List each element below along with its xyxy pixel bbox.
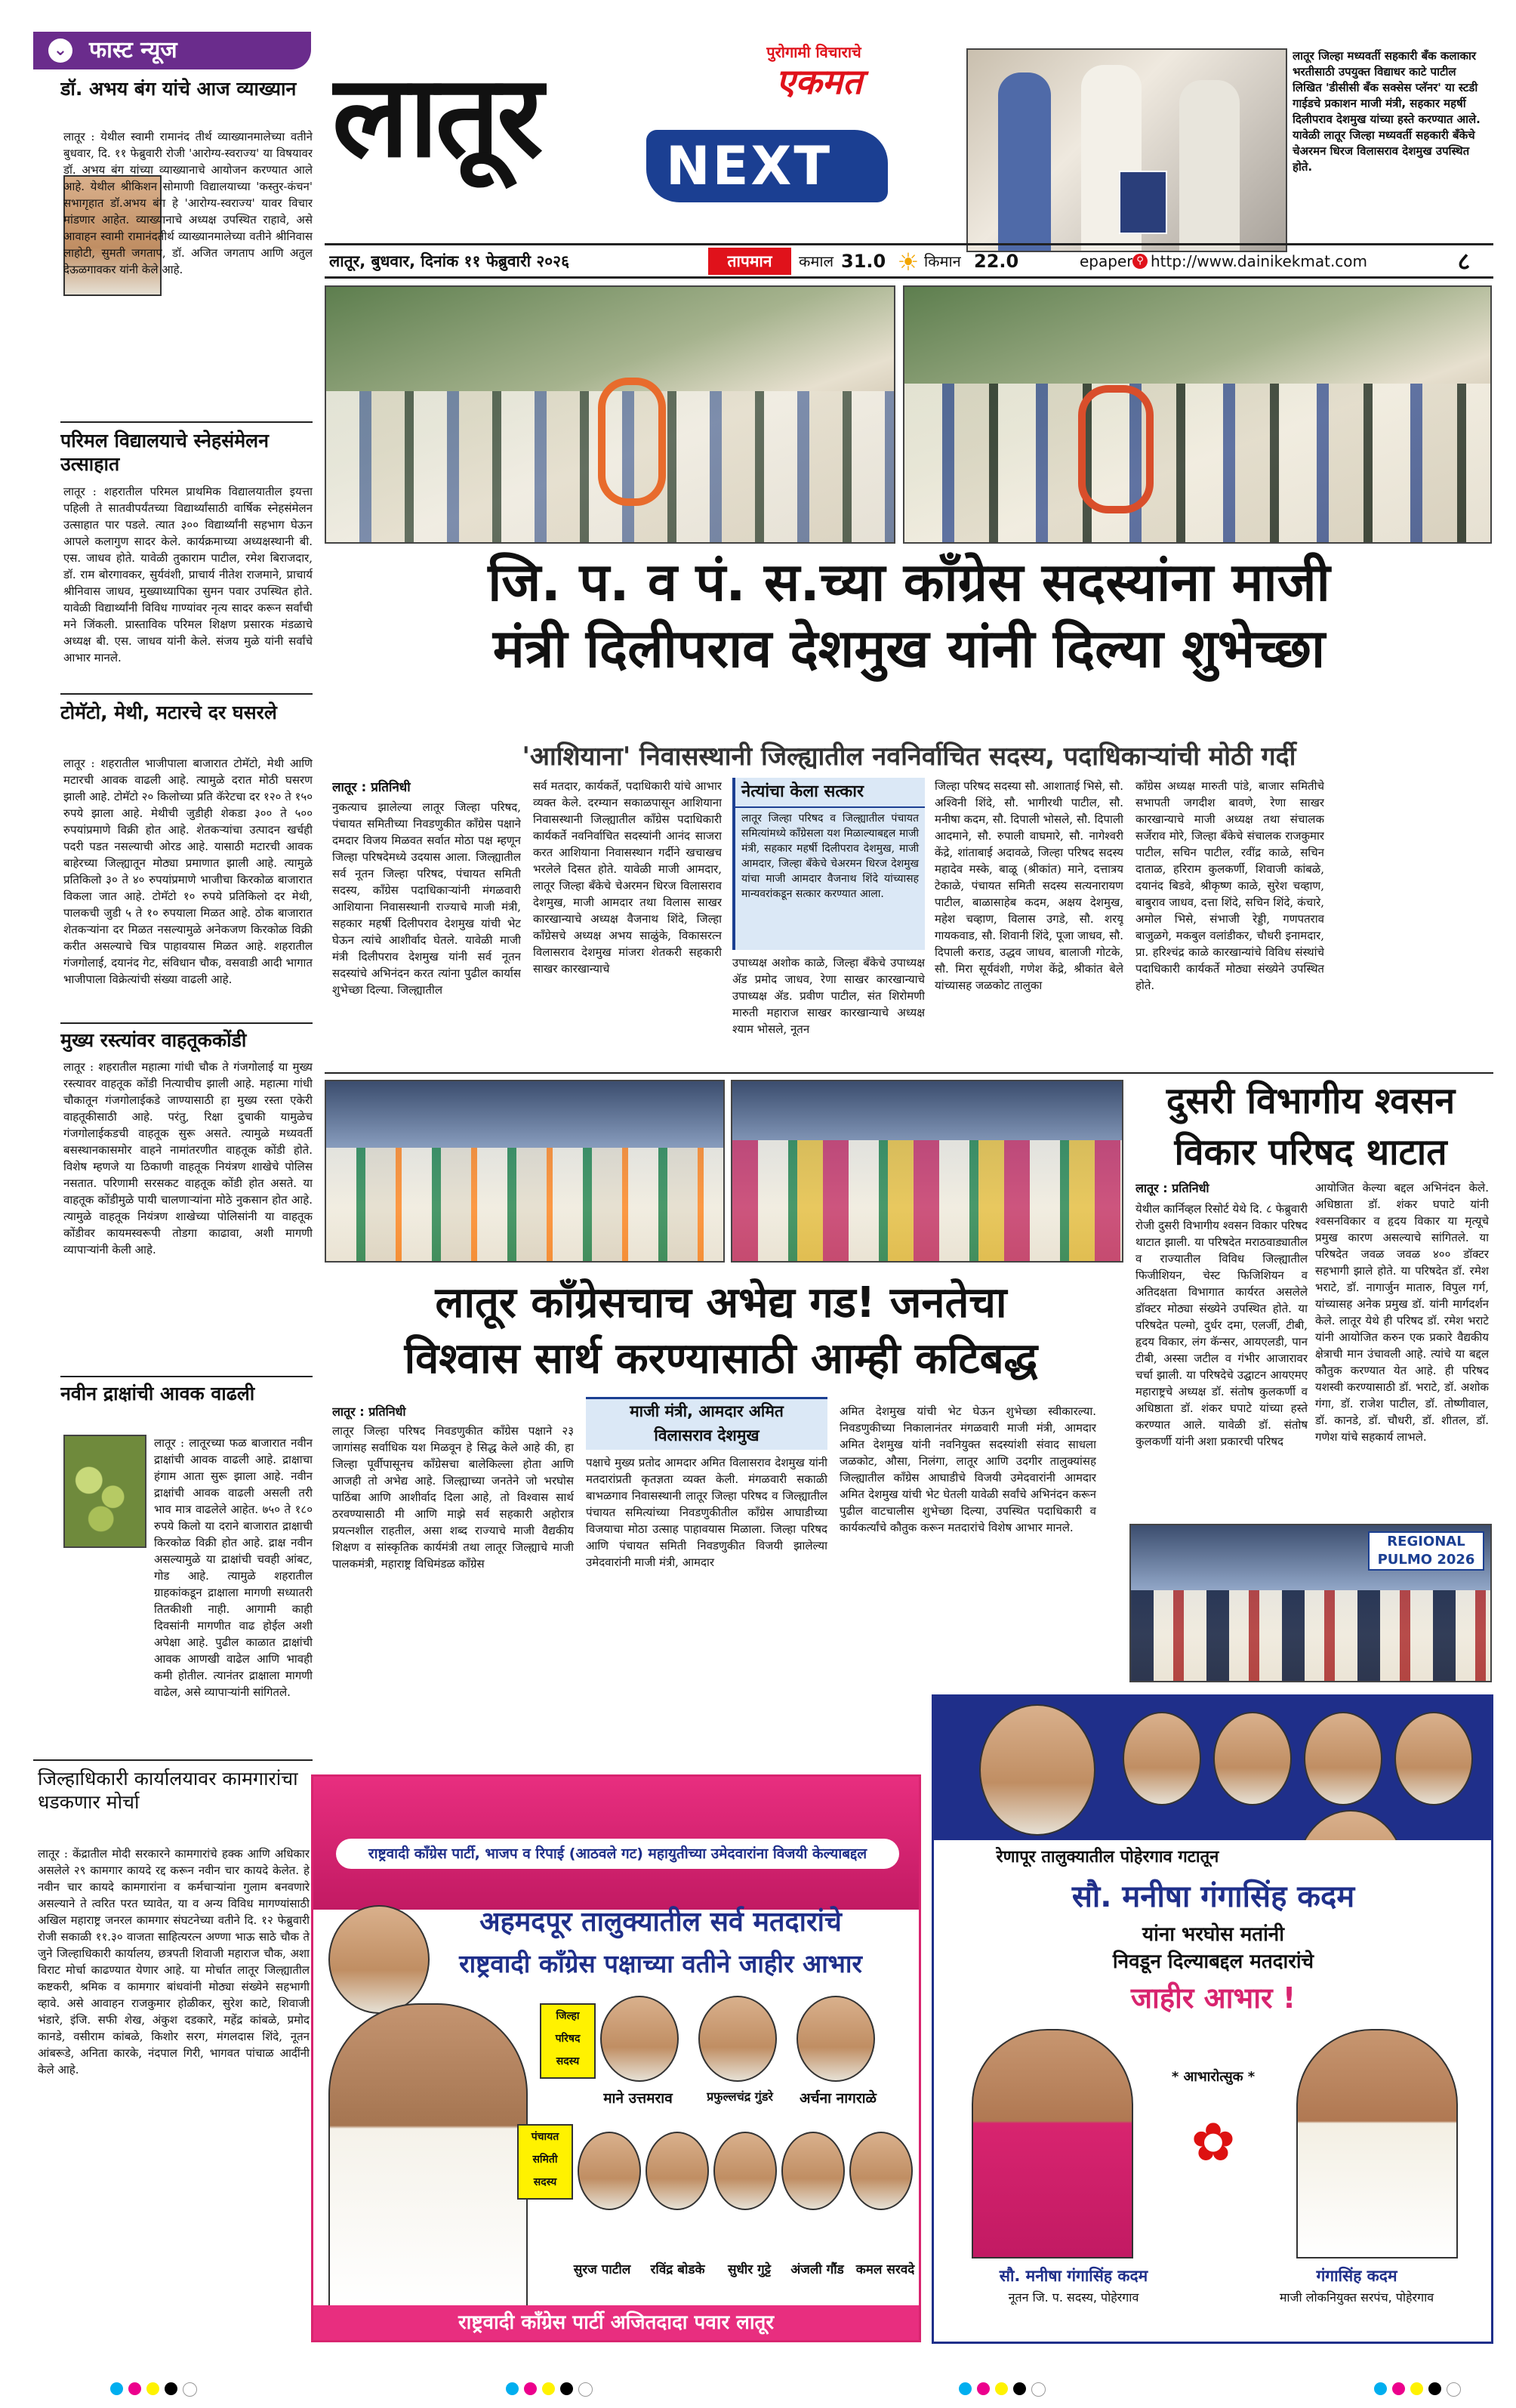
ad-ncp-ps-badge bbox=[517, 2124, 573, 2200]
sidebar-story-5-title: नवीन द्राक्षांची आवक वाढली bbox=[60, 1383, 255, 1404]
ad-ncp-title-line1: अहमदपूर तालुक्यातील सर्व मतदारांचे bbox=[479, 1907, 842, 1938]
ad-ncp-footer: राष्ट्रवादी काँग्रेस पार्टी अजितदादा पवार लातूर bbox=[313, 2305, 919, 2340]
ad-ncp-leader-top bbox=[328, 1905, 430, 2014]
book bbox=[1119, 171, 1167, 234]
ad-ncp-ps-label-3: सदस्य bbox=[533, 2176, 557, 2188]
photo-second-right bbox=[731, 1080, 1123, 1263]
ad-kadam-leader-1 bbox=[979, 1704, 1095, 1836]
sidebar-story-3-body: लातूर : शहरातील भाजीपाला बाजारात टोमॅटो, मेथी आणि मटारची आवक वाढली आहे. त्यामुळे दरात मोठी घसरण झाली आहे. टोमॅटो २० किलोच्या प्रति कॅरेटचा दर १२० ते १५० रुपये झाला आहे. मेथीची जुडीही शेकडा ३०० ते ५०० रुपयांप्रमाणे विक्री होत आहे. शेतकऱ्यांचा उत्पादन खर्चही पदरी पडत नसल्याची ओरड आहे. यासाठी मटारची आवक बाहेरच्या जिल्ह्यातून मोठ्या प्रमाणात झाली आहे. त्यामुळे प्रतिकिलो ३० ते ४० रुपयांप्रमाणे भाजीचा किरकोळ बाजारात विकला जात आहे. टोमॅटो १० रुपये प्रतिकिलो दर मेथी, पालकची जुडी ५ ते १० रुपयाला मिळत आहे. ठोक बाजारात शेतकऱ्यांना दर मिळत नसल्यामुळे अनेकजण किरकोळ विक्री करीत असल्याचे चित्र पाहावयास मिळत आहे. शहरातील गंजगोलाई, दयानंद गेट, संविधान चौक, वसवाडी आदी भागात भाजीपाला विक्रेत्यांची संख्या वाढली आहे. bbox=[63, 757, 313, 986]
ad-ncp-ps-label-1: पंचायत bbox=[531, 2131, 559, 2143]
photo-book-launch bbox=[966, 48, 1287, 252]
ad-ncp-zp-photo-3 bbox=[797, 1996, 875, 2082]
felicitation-box-title: नेत्यांचा केला सत्कार bbox=[735, 778, 925, 808]
ad-kadam-leader-4 bbox=[1304, 1712, 1382, 1805]
ad-ncp-ps-name-5: कमल सरवदे bbox=[855, 2262, 915, 2277]
ad-ncp bbox=[311, 1774, 921, 2342]
divider bbox=[325, 1072, 1493, 1074]
dateline-date: लातूर, बुधवार, दिनांक ११ फेब्रुवारी २०२६ bbox=[329, 252, 570, 270]
swatch-magenta bbox=[1392, 2382, 1405, 2395]
sidebar-story-2-title: परिमल विद्यालयाचे स्नेहसंमेलन उत्साहात bbox=[60, 430, 269, 475]
website-link[interactable]: http://www.dainikekmat.com bbox=[1151, 252, 1368, 270]
ad-kadam-person1-name: सौ. मनीषा गंगासिंह कदम bbox=[999, 2267, 1148, 2285]
main-col4: जिल्हा परिषद सदस्या सौ. आशाताई भिसे, सौ. अश्विनी शिंदे, सौ. भागीरथी पाटील, सौ. मनीषा कदम, सौ. दिपाली भोसले, सौ. दिपाली आदमाने, सौ. रुपाली वाघमारे, सौ. नागेश्वरी केंद्रे, शांताबाई अदावळे, जिल्हा परिषद सदस्य महादेव मस्के, बाळू (श्रीकांत) माने, दत्तात्रय टेकाळे, पंचायत समिती सदस्य सत्यनारायण पाटील, बाळासाहेब कदम, अक्षय देशमुख, महेश चव्हाण, विलास उगडे, सौ. शरयू गायकवाड, सौ. शिवानी शिंदे, पूजा जाधव, सौ. दिपाली कराड, उद्धव जाधव, बालाजी गोटके, सौ. मिरा सूर्यवंशी, गणेश केंद्रे, श्रीकांत बेले यांच्यासह जळकोट तालुका bbox=[935, 779, 1123, 992]
swatch-yellow bbox=[146, 2382, 159, 2395]
sidebar-banner bbox=[33, 32, 311, 69]
photo-main-left bbox=[325, 285, 895, 544]
amit-box-line1: माजी मंत्री, आमदार अमित bbox=[630, 1402, 784, 1420]
photo-second-left bbox=[325, 1080, 725, 1263]
ad-ncp-ps-name-1: सुरज पाटील bbox=[573, 2262, 631, 2277]
masthead-brand-top: पुरोगामी विचाराचे bbox=[766, 43, 861, 61]
ad-kadam-name: सौ. मनीषा गंगासिंह कदम bbox=[1071, 1879, 1355, 1914]
swatch-white bbox=[1031, 2382, 1046, 2397]
third-col2: आयोजित केल्या बद्दल अभिनंदन केले. अधिष्ठाता डॉ. शंकर घपाटे यांनी श्वसनविकार व हृदय विकार या मृत्यूचे प्रमुख कारण असल्याचे सांगितले. या परिषदेत जवळ जवळ ४०० डॉक्टर सहभागी झाले होते. या परिषदेत डॉ. रमेश भराटे, डॉ. नागार्जुन मातारु, विपुल गर्ग, यांच्यासह अनेक प्रमुख डॉ. यांनी मार्गदर्शन केले. लातूर येथे ही परिषद डॉ. रमेश भराटे यांनी आयोजित करुन एक प्रकारे वैद्यकीय क्षेत्राची मान उंचावली आहे. त्यांचे या बद्दल कौतुक करण्यात येत आहे. ही परिषद यशस्वी करण्यासाठी डॉ. भराटे, डॉ. अशोक गंगा, डॉ. राजेश पाटील, डॉ. तोष्णीवाल, डॉ. कानडे, डॉ. चौधरी, डॉ. शीतल, डॉ. गणेश यांचे सहकार्य लाभले. bbox=[1315, 1181, 1489, 1444]
ad-ncp-zp-photo-1 bbox=[600, 1996, 679, 2082]
dateline-top-rule bbox=[325, 243, 1493, 245]
divider bbox=[60, 1022, 313, 1024]
ad-kadam-jahir: जाहीर आभार ! bbox=[1130, 1981, 1296, 2015]
person bbox=[1179, 80, 1240, 252]
page-number: ८ bbox=[1457, 247, 1471, 276]
swatch-yellow bbox=[995, 2382, 1008, 2395]
sidebar-story-4-title: मुख्य रस्त्यांवर वाहतूककोंडी bbox=[60, 1029, 247, 1051]
epaper-label: epaper bbox=[1080, 252, 1132, 270]
ad-kadam-intro: रेणापूर तालुक्यातील पोहेरगाव गटातून bbox=[996, 1848, 1219, 1867]
ad-ncp-zp-label-1: जिल्हा bbox=[556, 2010, 580, 2022]
ad-ncp-zp-label-2: परिषद bbox=[555, 2033, 581, 2045]
main-col3: उपाध्यक्ष अशोक काळे, जिल्हा बँकेचे उपाध्यक्ष ॲड प्रमोद जाधव, रेणा साखर कारखान्याचे उपाध्यक्ष ॲड. प्रवीण पाटील, संत शिरोमणी मारुती महाराज साखर कारखान्याचे अध्यक्ष श्याम भोसले, नूतन bbox=[732, 956, 925, 1036]
conference-banner: REGIONAL PULMO 2026 bbox=[1368, 1531, 1484, 1571]
swatch-black bbox=[1013, 2382, 1026, 2395]
sidebar-story-4-body: लातूर : शहरातील महात्मा गांधी चौक ते गंजगोलाई या मुख्य रस्त्यावर वाहतूक कोंडी नित्याचीच झाली आहे. महात्मा गांधी चौकातून गंजगोलाईकडे जाण्यासाठी हा मुख्य रस्ता एकेरी वाहतूकीसाठी आहे. परंतु, रिक्षा दुचाकी यामुळेच गंजगोलाईकडची वाहतूक सुरू असते. त्यामुळे मध्यवर्ती बसस्थानकासमोर वाहने नामांतरणीत वाहतूक कोंडी होते. विशेष म्हणजे या ठिकाणी वाहतूक नियंत्रण शाखेचे पोलिस नसतात. परिणामी सरसकट वाहतूक कोंडी होत असते. या वाहतूक कोंडीमुळे पायी चालणाऱ्यांना मोठे नुकसान होत आहे. त्यामुळे वाहतूक नियंत्रण शाखेच्या पोलिसांनी या वाहतूक कोंडीवर कायमस्वरूपी तोडगा काढावा, अशी मागणी व्यापाऱ्यांनी केली आहे. bbox=[63, 1060, 313, 1256]
divider bbox=[60, 421, 313, 423]
swatch-yellow bbox=[1410, 2382, 1423, 2395]
masthead-next-label: NEXT bbox=[666, 135, 833, 197]
ad-ncp-leader-main bbox=[328, 2003, 528, 2308]
second-headline-line2: विश्वास सार्थ करण्यासाठी आम्ही कटिबद्ध bbox=[404, 1334, 1038, 1383]
third-headline-line2: विकार परिषद थाटात bbox=[1174, 1131, 1447, 1173]
third-headline-line1: दुसरी विभागीय श्वसन bbox=[1166, 1080, 1456, 1122]
ad-kadam-photo-gangasingh bbox=[1296, 2029, 1458, 2258]
masthead-title: लातूर bbox=[332, 53, 541, 183]
swatch-white bbox=[183, 2382, 197, 2397]
ad-ncp-zp-name-3: अर्चना नागराळे bbox=[800, 2090, 877, 2107]
ad-ncp-ps-photo-5 bbox=[849, 2132, 913, 2210]
top-right-caption: लातूर जिल्हा मध्यवर्ती सहकारी बँक कलाकार भरतीसाठी उपयुक्त विद्याधर काटे पाटील लिखित 'डीसीसी बँक सक्सेस प्लॅनर' या स्टडी गाईडचे प्रकाशन माजी मंत्री, सहकार महर्षी दिलीपराव देशमुख यांच्या हस्ते करण्यात आले. यावेळी लातूर जिल्हा मध्यवर्ती सहकारी बँकेचे चेअरमन धिरज विलासराव देशमुख उपस्थित होते. bbox=[1293, 49, 1481, 174]
main-byline: लातूर : प्रतिनिधी bbox=[332, 780, 411, 795]
felicitation-box-body: लातूर जिल्हा परिषद व जिल्ह्यातील पंचायत समित्यांमध्ये काँग्रेसला यश मिळाल्याबद्दल माजी मंत्री, सहकार महर्षी दिलीपराव देशमुख, माजी आमदार, जिल्हा बँकेचे चेअरमन धिरज देशमुख यांचा माजी आमदार वैजनाथ शिंदे यांच्यासह मान्यवरांकडून सत्कार करण्यात आला. bbox=[741, 812, 919, 900]
swatch-magenta bbox=[977, 2382, 990, 2395]
swatch-black bbox=[165, 2382, 177, 2395]
temp-max-value: 31.0 bbox=[841, 251, 886, 272]
ad-kadam-line3: निवडून दिल्याबद्दल मतदारांचे bbox=[1112, 1950, 1314, 1973]
swatch-cyan bbox=[506, 2382, 519, 2395]
ad-ncp-ps-name-2: रविंद्र बोडके bbox=[650, 2262, 705, 2277]
photo-grapes bbox=[63, 1435, 146, 1548]
main-col2: सर्व मतदार, कार्यकर्ते, पदाधिकारी यांचे आभार व्यक्त केले. दरम्यान सकाळपासून आशियाना निवासस्थानी जिल्ह्यातील काँग्रेस पदाधिकारी कार्यकर्ते नवनिर्वाचित सदस्यांनी आनंद साजरा करत आशियाना निवासस्थान गर्दीने खचाखच भरलेले दिसत होते. यावेळी माजी आमदार, लातूर जिल्हा बँकेचे चेअरमन धिरज विलासराव देशमुख, माजी आमदार तथा विलास साखर कारखान्याचे अध्यक्ष वैजनाथ शिंदे, जिल्हा काँग्रेसचे अध्यक्ष अभय साळुंके, विकासरत्न विलासराव देशमुख मांजरा शेतकरी सहकारी साखर कारखान्याचे bbox=[533, 779, 722, 976]
ad-kadam-person2-role: माजी लोकनियुक्त सरपंच, पोहेरगाव bbox=[1279, 2290, 1434, 2305]
sidebar-story-3-title: टोमॅटो, मेथी, मटारचे दर घसरले bbox=[60, 701, 277, 723]
swatch-magenta bbox=[524, 2382, 537, 2395]
temp-min-value: 22.0 bbox=[974, 251, 1019, 272]
divider bbox=[60, 1376, 313, 1377]
ad-kadam-person2-name: गंगासिंह कदम bbox=[1316, 2267, 1397, 2285]
divider bbox=[60, 693, 313, 695]
swatch-cyan bbox=[1374, 2382, 1387, 2395]
flower-icon: ✿ bbox=[1191, 2111, 1236, 2173]
third-byline: लातूर : प्रतिनिधी bbox=[1135, 1181, 1209, 1195]
temp-label: तापमान bbox=[727, 252, 772, 270]
ad-kadam-leader-2 bbox=[1123, 1712, 1201, 1805]
second-col1: लातूर जिल्हा परिषद निवडणुकीत काँग्रेस पक्षाने २३ जागांसह सर्वाधिक यश मिळवून हे सिद्ध केले आहे की, हा जिल्हा पूर्वीपासूनच काँग्रेसचा बालेकिल्ला होता आणि आजही तो अभेद्य आहे. जिल्ह्याच्या जनतेने जो भरघोस पाठिंबा आणि आशीर्वाद दिला आहे, तो विश्वास सार्थ ठरवण्यासाठी मी आणि माझे सर्व सहकारी अहोरात्र प्रयत्नशील राहतील, असा शब्द राज्याचे माजी वैद्यकीय शिक्षण व सांस्कृतिक कार्यमंत्री तथा लातूर जिल्ह्याचे माजी पालकमंत्री, महाराष्ट्र विधिमंडळ काँग्रेस bbox=[332, 1424, 574, 1571]
swatch-magenta bbox=[128, 2382, 141, 2395]
temp-badge bbox=[708, 248, 791, 275]
ad-ncp-top-banner: राष्ट्रवादी काँग्रेस पार्टी, भाजप व रिपाई (आठवले गट) महायुतीच्या उमेदवारांना विजयी केल्याबद्दल bbox=[336, 1839, 899, 1869]
crowd bbox=[732, 1140, 1122, 1261]
photo-pulmo-conference bbox=[1129, 1524, 1492, 1682]
felicitation-box bbox=[732, 778, 925, 950]
masthead-brand-lokmat: एकमत bbox=[775, 61, 863, 102]
main-subhead: 'आशियाना' निवासस्थानी जिल्ह्यातील नवनिर्वाचित सदस्य, पदाधिकाऱ्यांची मोठी गर्दी bbox=[522, 742, 1296, 772]
garland bbox=[598, 378, 666, 506]
sun-icon: ☀ bbox=[897, 249, 920, 275]
ad-kadam-leader-3 bbox=[1213, 1712, 1292, 1805]
divider bbox=[33, 1759, 313, 1761]
main-headline-line1: जि. प. व पं. स.च्या काँग्रेस सदस्यांना माजी bbox=[488, 551, 1330, 613]
person bbox=[998, 72, 1051, 252]
temp-min-label: किमान bbox=[924, 252, 961, 270]
ad-ncp-ps-name-3: सुधीर गुट्टे bbox=[727, 2262, 772, 2277]
sidebar-banner-label: फास्ट न्यूज bbox=[89, 37, 177, 63]
swatch-cyan bbox=[110, 2382, 123, 2395]
second-headline-line1: लातूर काँग्रेसचाच अभेद्य गड! जनतेचा bbox=[435, 1278, 1007, 1327]
sidebar-story-5-body: लातूर : लातूरच्या फळ बाजारात नवीन द्राक्षांची आवक वाढली आहे. द्राक्षाचा हंगाम आता सुरू झाला आहे. नवीन द्राक्षांची आवक वाढली असली तरी भाव मात्र वाढलेले आहेत. ७५० ते १८० रुपये किलो या दराने बाजारात द्राक्षाची किरकोळ विक्री होत आहे. द्राक्ष नवीन असल्यामुळे या द्राक्षांची चवही आंबट, गोड आहे. त्यामुळे शहरातील ग्राहकांकडून द्राक्षाला मागणी सध्यातरी तितकीशी नाही. आगामी काही दिवसांनी मागणीत वाढ होईल अशी अपेक्षा आहे. पुढील काळात द्राक्षांची आवक आणखी वाढेल आणि भावही कमी होतील. त्यानंतर द्राक्षाला मागणी वाढेल, असे व्यापाऱ्यांनी सांगितले. bbox=[154, 1436, 313, 1699]
sidebar-story-1-body: लातूर : येथील स्वामी रामानंद तीर्थ व्याख्यानमालेच्या वतीने बुधवार, दि. ११ फेब्रुवारी रोजी 'आरोग्य-स्वराज्य' या विषयावर डॉ. अभय बंग यांच्या व्याख्यानाचे आयोजन करण्यात आले आहे. येथील श्रीकिशन सोमाणी विद्यालयाच्या 'कस्तुर-कंचन' सभागृहात डॉ.अभय बंग हे 'आरोग्य-स्वराज्य' यावर विचार मांडणार आहेत. व्याख्यानाचे अध्यक्ष उपस्थित राहावे, असे आवाहन स्वामी रामानंदतीर्थ व्याख्यानमालेच्या वतीने श्रीनिवास लाहोटी, सुमती जगताप, डॉ. अजित जगताप आणि अतुल देऊळगावकर यांनी केले आहे. bbox=[63, 130, 313, 276]
ad-ncp-zp-photo-2 bbox=[698, 1996, 777, 2082]
swatch-black bbox=[560, 2382, 573, 2395]
swatch-cyan bbox=[959, 2382, 972, 2395]
amit-box-line2: विलासराव देशमुख bbox=[654, 1426, 760, 1444]
photo-main-right bbox=[903, 285, 1492, 544]
swatch-black bbox=[1428, 2382, 1441, 2395]
crowd bbox=[904, 384, 1490, 542]
sidebar-story-1-title: डॉ. अभय बंग यांचे आज व्याख्यान bbox=[60, 78, 297, 100]
ad-kadam-person1-role: नूतन जि. प. सदस्य, पोहेरगाव bbox=[1008, 2290, 1139, 2305]
sidebar-story-6-body: लातूर : केंद्रातील मोदी सरकारने कामगारांचे हक्क आणि अधिकार असलेले २९ कामगार कायदे रद्द करून नवीन चार कायदे केलेत. हे नवीन चार कायदे कामगारांना व कर्मचाऱ्यांना गुलाम बनवणारे असल्याने ते त्वरित परत घ्यावेत, या व अन्य विविध मागण्यांसाठी अखिल महाराष्ट्र जनरल कामगार संघटनेच्या वतीने दि. १२ फेब्रुवारी रोजी सकाळी ११.३० वाजता साहित्यरत्न अण्णा भाऊ साठे चौक ते जुने जिल्हाधिकारी कार्यालय, छत्रपती शिवाजी महाराज चौक, अशा विराट मोर्चा काढण्यात येणार आहे. या मोर्चात लातूर जिल्ह्यातील कष्टकरी, श्रमिक व कामगार बांधवांनी मोठ्या संख्येने सहभागी व्हावे. असे आवाहन राजकुमार होळीकर, सुरेश काटे, शिवाजी भंडारे, इंजि. सफी शेख, अंकुश दडकारे, महेंद्र कांबळे, प्रमोद कानडे, वसीराम कांबळे, किशोर सरग, मंगलदास शिंदे, नूतन आंबरूडे, अनिता कारके, नंदपाल गिरी, भागवत पांचाळ आदींनी केले आहे. bbox=[38, 1847, 310, 2077]
ad-ncp-ps-photo-3 bbox=[713, 2132, 777, 2210]
main-col1: नुकत्याच झालेल्या लातूर जिल्हा परिषद, पंचायत समितीच्या निवडणुकीत काँग्रेस पक्षाने दमदार विजय मिळवत सर्वात मोठा पक्ष म्हणून जिल्हा परिषदेमध्ये उदयास आला. जिल्ह्यातील सर्व नूतन जिल्हा परिषद, पंचायत समिती सदस्य, काँग्रेस पदाधिकाऱ्यांनी मंगळवारी आशियाना निवासस्थानी राज्याचे माजी मंत्री, सहकार महर्षी दिलीपराव देशमुख यांची भेट घेऊन त्यांचे आशीर्वाद घेतले. यावेळी माजी मंत्री दिलीपराव देशमुख यांनी सर्व नूतन सदस्यांचे अभिनंदन करत त्यांना पुढील कार्यास शुभेच्छा दिल्या. जिल्ह्यातील bbox=[332, 800, 521, 997]
sidebar-story-2-body: लातूर : शहरातील परिमल प्राथमिक विद्यालयातील इयत्ता पहिली ते सातवीपर्यंतच्या विद्यार्थ्यांसाठी वार्षिक स्नेहसंमेलन उत्साहात पार पडले. त्यात ३०० विद्यार्थ्यांनी सहभाग घेऊन आपले कलागुण सादर केले. कार्यक्रमाच्या अध्यक्षस्थानी बी. एस. जाधव होते. यावेळी तुकाराम पाटील, रमेश बिराजदार, डॉ. राम बोरगावकर, सुर्यवंशी, प्राचार्य नीतेश राजमाने, प्राचार्य श्रीनिवास जाधव, मुख्याध्यापिका सुमन पवार उपस्थित होते. यावेळी विद्यार्थ्यांनी विविध गाण्यांवर नृत्य सादर करून सर्वांची मने जिंकली. प्रास्ताविक परिमल शिक्षण प्रसारक मंडळाचे अध्यक्ष बी. एस. जाधव यांनी केले. संजय मुळे यांनी सर्वांचे आभार मानले. bbox=[63, 485, 313, 664]
swatch-yellow bbox=[542, 2382, 555, 2395]
main-headline-line2: मंत्री दिलीपराव देशमुख यांनी दिल्या शुभेच्छा bbox=[492, 618, 1326, 680]
swatch-white bbox=[1447, 2382, 1461, 2397]
ad-kadam-photo-manisha bbox=[972, 2029, 1133, 2258]
temp-max-label: कमाल bbox=[799, 252, 834, 270]
ad-ncp-ps-photo-1 bbox=[578, 2132, 641, 2210]
ad-ncp-zp-name-2: प्रफुल्लचंद्र गुंडरे bbox=[707, 2089, 773, 2104]
ad-ncp-zp-label-3: सदस्य bbox=[556, 2055, 580, 2067]
search-icon: ⚲ bbox=[1132, 254, 1148, 269]
chevron-icon: ⌄ bbox=[48, 39, 72, 63]
ad-ncp-ps-photo-4 bbox=[781, 2132, 845, 2210]
ad-ncp-ps-photo-2 bbox=[646, 2132, 709, 2210]
ad-kadam-panel bbox=[934, 1840, 1491, 2342]
crowd bbox=[326, 1148, 723, 1261]
dateline-bottom-rule bbox=[325, 276, 1493, 279]
second-byline: लातूर : प्रतिनिधी bbox=[332, 1404, 406, 1419]
ad-ncp-zp-badge bbox=[540, 2003, 596, 2079]
swatch-white bbox=[578, 2382, 593, 2397]
ad-kadam bbox=[932, 1694, 1493, 2344]
second-col2: पक्षाचे मुख्य प्रतोद आमदार अमित विलासराव देशमुख यांनी मतदारांप्रती कृतज्ञता व्यक्त केली. मंगळवारी सकाळी बाभळगाव निवासस्थानी लातूर जिल्हा परिषद व जिल्ह्यातील पंचायत समित्यांच्या निवडणुकीतील काँग्रेस आघाडीच्या विजयाचा मोठा उत्साह पाहावयास मिळाला. जिल्हा परिषद आणि पंचायत समिती निवडणुकीत विजयी झालेल्या उमेदवारांनी माजी मंत्री, आमदार bbox=[586, 1456, 827, 1569]
ad-ncp-ps-label-2: समिती bbox=[532, 2154, 558, 2166]
second-col3: अमित देशमुख यांची भेट घेऊन शुभेच्छा स्वीकारल्या. निवडणुकीच्या निकालानंतर मंगळवारी माजी मंत्री, आमदार अमित देशमुख यांनी नवनियुक्त सदस्यांशी संवाद साधला जळकोट, औसा, निलंगा, लातूर आणि उदगीर तालुक्यांसह जिल्ह्यातील काँग्रेस आघाडीचे विजयी उमेदवारांनी आमदार अमित देशमुख यांची भेट घेतली यावेळी सर्वांचे अभिनंदन करून पुढील वाटचालीस शुभेच्छा दिल्या, उपस्थित पदाधिकारी व कार्यकर्त्यांचे कौतुक करून मतदारांचे विशेष आभार मानले. bbox=[840, 1404, 1096, 1534]
ad-ncp-zp-name-1: माने उत्तमराव bbox=[603, 2090, 673, 2107]
crowd bbox=[1131, 1590, 1490, 1681]
ad-ncp-ps-name-4: अंजली गौंड bbox=[790, 2262, 844, 2277]
ad-kadam-sponsor-tag: * आभारोत्सुक * bbox=[1171, 2069, 1256, 2085]
masthead-next-logo bbox=[646, 130, 888, 202]
sidebar-story-6-title: जिल्हाधिकारी कार्यालयावर कामगारांचा धडकणार मोर्चा bbox=[38, 1768, 298, 1813]
ad-kadam-line2: यांना भरघोस मतांनी bbox=[1142, 1923, 1284, 1946]
third-col1: येथील कार्निव्हल रिसोर्ट येथे दि. ८ फेब्रुवारी रोजी दुसरी विभागीय श्वसन विकार परिषद थाटात झाली. या परिषदेत मराठवाड्यातील व राज्यातील विविध जिल्ह्यातील फिजीशियन, चेस्ट फिजिशियन व अतिदक्षता विभागात कार्यरत असलेले डॉक्टर मोठ्या संख्येने उपस्थित होते. या परिषदेत पल्मो, दुर्धर दमा, एलर्जी, टीबी, हृदय विकार, लंग कॅन्सर, आयएलडी, पान टीबी, अस्सा जटील व गंभीर आजारावर चर्चा झाली. या परिषदेचे उद्घाटन आयएमए महाराष्ट्रचे अध्यक्ष डॉ. संतोष कुलकर्णी व अधिष्ठाता डॉ. शंकर घपाटे यांच्या हस्ते करण्यात आले. यावेळी डॉ. संतोष कुलकर्णी यांनी अशा प्रकारची परिषद bbox=[1135, 1202, 1308, 1448]
main-col5: काँग्रेस अध्यक्ष मारुती पांडे, बाजार समितीचे सभापती जगदीश बावणे, रेणा साखर कारखान्याचे माजी अध्यक्ष तथा संचालक सर्जेराव मोरे, जिल्हा बँकेचे संचालक राजकुमार पाटील, सचिन पाटील, रवींद्र काळे, सचिन दाताळ, हरिराम कुलकर्णी, शिवाजी कांबळे, दयानंद बिडवे, श्रीकृष्ण काळे, सुरेश चव्हाण, बाबुराव जाधव, दत्ता शिंदे, सचिन शिंदे, कंचारे, अमोल भिसे, संभाजी रेड्डी, गणपतराव बाजुळगे, मकबुल वलांडीकर, चौधरी इनामदार, प्रा. हरिश्चंद्र काळे कारखान्यांचे विविध संस्थांचे पदाधिकारी कार्यकर्ते मोठ्या संख्येने उपस्थित होते. bbox=[1135, 779, 1324, 992]
ad-kadam-leader-5 bbox=[1394, 1712, 1473, 1805]
amit-name-box bbox=[586, 1397, 827, 1450]
garland bbox=[1078, 385, 1154, 513]
ad-ncp-title-line2: राष्ट्रवादी काँग्रेस पक्षाच्या वतीने जाहीर आभार bbox=[459, 1949, 862, 1978]
